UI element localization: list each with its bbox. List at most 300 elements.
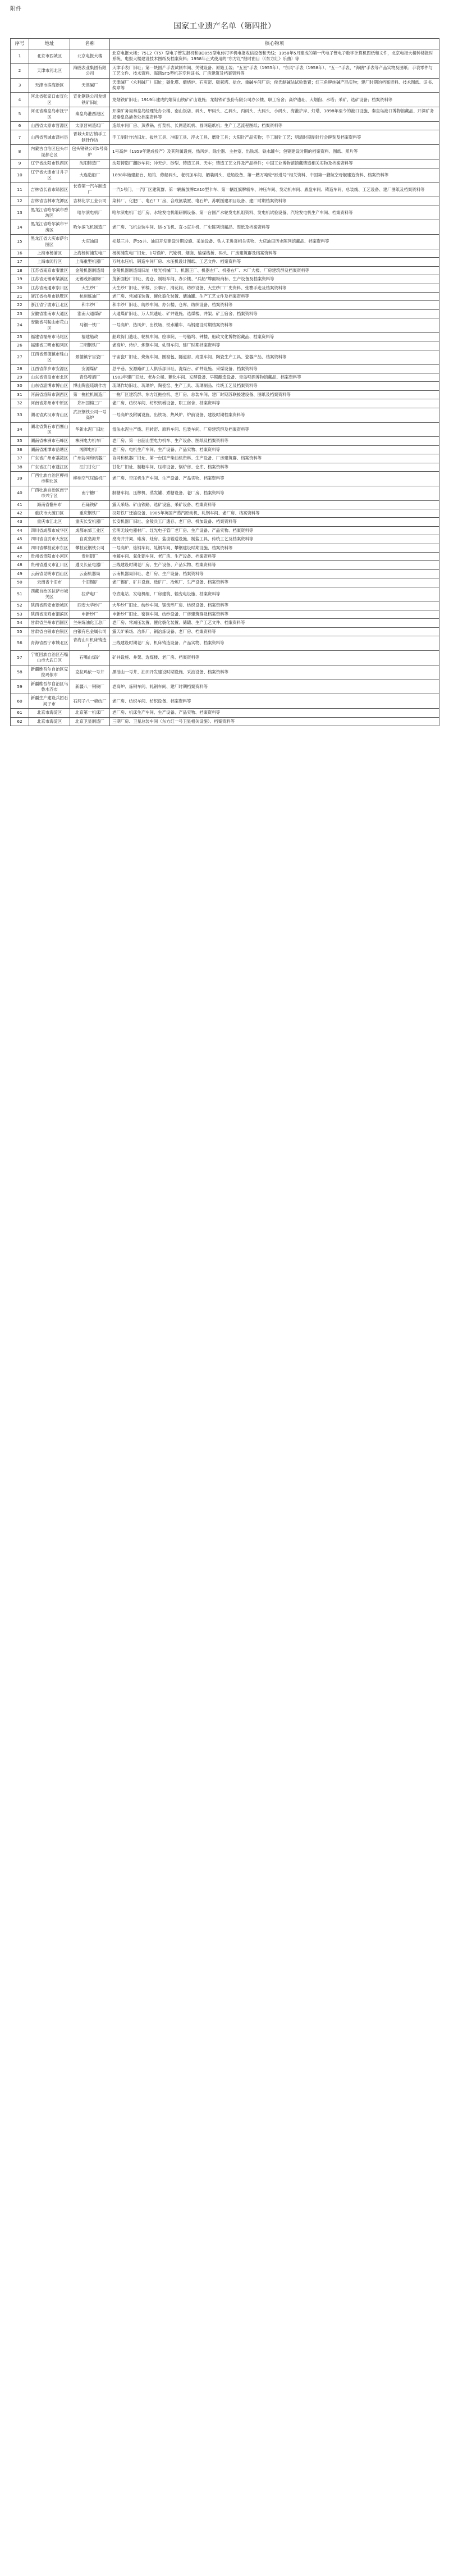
row-core-items: 总平巷、安源路矿工人俱乐部旧址、洗煤台、矿井设施、采煤设备、档案资料等: [110, 364, 439, 373]
row-core-items: 造纸车间厂房、蒸煮锅、打浆机、长网造纸机、圆网造纸机；生产工艺流程图纸；档案资料等: [110, 122, 439, 130]
row-location: 安徽省淮南市大通区: [29, 309, 70, 318]
row-core-items: 三期厂房、卫星总装车间（东方红一号卫星相关设施）、档案资料等: [110, 717, 439, 726]
row-name: 重庆长安机器厂: [70, 518, 110, 526]
row-seq: 44: [11, 526, 29, 535]
row-name: 成都东郊工业区: [70, 526, 110, 535]
row-core-items: 电解车间、氧化铝车间、老厂房、生产设备、档案资料等: [110, 553, 439, 561]
table-row: [11, 284, 439, 292]
row-name: 克拉玛依一号井: [70, 665, 110, 680]
row-name: 无锡茂新面粉厂: [70, 275, 110, 284]
row-name: 和丰纱厂: [70, 301, 110, 309]
row-name: 沈阳铸造厂: [70, 159, 110, 168]
table-row: [11, 249, 439, 257]
row-name: 兰州炼油化工总厂: [70, 619, 110, 627]
row-seq: 45: [11, 535, 29, 544]
row-core-items: 黑油山一号井、油田开发建设时期设施、采油设备、档案资料等: [110, 665, 439, 680]
row-location: 广东省广州市荔湾区: [29, 454, 70, 463]
row-core-items: 一汽1号门、一汽厂区建筑群、第一辆解放牌CA10型卡车、第一辆红旗牌轿车、冲压车间、发动机车间、底盘车间、铸造车间、总装线、工艺设备、建厂图纸及档案资料等: [110, 183, 439, 197]
row-name: 长春第一汽车制造厂: [70, 183, 110, 197]
table-row: [11, 293, 439, 301]
row-location: 新疆维吾尔自治区乌鲁木齐市: [29, 680, 70, 694]
row-seq: 22: [11, 301, 29, 309]
row-name: 海鸥表业集团有限公司: [70, 63, 110, 78]
row-core-items: 露天采场、矿山铁路、选矿设施、采矿设备、档案资料等: [110, 500, 439, 509]
row-seq: 60: [11, 694, 29, 709]
row-location: 湖北省黄石市西塞山区: [29, 422, 70, 437]
row-seq: 14: [11, 220, 29, 235]
row-name: 博山陶瓷琉璃作坊: [70, 382, 110, 390]
row-core-items: 老厂房、第一台韶山型电力机车、生产设备、图纸及档案资料等: [110, 437, 439, 445]
table-row: [11, 422, 439, 437]
table-row: [11, 619, 439, 627]
row-location: 上海市杨浦区: [29, 249, 70, 257]
row-core-items: 宏明无线电器材厂、红光电子管厂老厂房、生产设备、产品实物、档案资料等: [110, 526, 439, 535]
row-seq: 1: [11, 49, 29, 64]
row-name: 吉林化学工业公司: [70, 197, 110, 206]
row-seq: 62: [11, 717, 29, 726]
table-row: [11, 437, 439, 445]
table-row: [11, 526, 439, 535]
table-row: [11, 650, 439, 665]
row-location: 山东省青岛市市北区: [29, 373, 70, 382]
table-row: [11, 168, 439, 183]
table-row: [11, 717, 439, 726]
row-core-items: 老厂房、机床生产车间、生产设备、产品实物、档案资料等: [110, 709, 439, 717]
row-location: 北京市海淀区: [29, 717, 70, 726]
heritage-table: [10, 38, 439, 726]
row-core-items: 和丰纱厂旧址、纺纱车间、办公楼、仓库、纺织设备、档案资料等: [110, 301, 439, 309]
row-location: 内蒙古自治区包头市昆都仑区: [29, 145, 70, 159]
row-seq: 55: [11, 627, 29, 636]
row-location: 北京市西城区: [29, 49, 70, 64]
column-header-core-items: 核心物项: [110, 39, 439, 49]
row-core-items: 杨树浦发电厂旧址、1号锅炉、汽轮机、烟囱、输煤栈桥、码头、厂房建筑群及档案资料等: [110, 249, 439, 257]
row-location: 黑龙江省哈尔滨市香坊区: [29, 206, 70, 220]
column-header-name: 名称: [70, 39, 110, 49]
table-row: [11, 518, 439, 526]
row-name: 拉萨电厂: [70, 587, 110, 601]
row-location: 广东省江门市蓬江区: [29, 463, 70, 471]
table-row: [11, 544, 439, 552]
row-core-items: 老厂房、空压机生产车间、生产设备、产品实物、档案资料等: [110, 471, 439, 486]
row-location: 贵州省贵阳市小河区: [29, 553, 70, 561]
row-name: 上海重型机器厂: [70, 258, 110, 266]
row-name: 大生纱厂: [70, 284, 110, 292]
row-name: 景德镇宇宙瓷厂: [70, 350, 110, 364]
table-row: [11, 500, 439, 509]
table-row: [11, 258, 439, 266]
row-core-items: 制糖车间、压榨机、蒸发罐、煮糖设备、老厂房、档案资料等: [110, 486, 439, 500]
row-core-items: 染料厂、化肥厂、电石厂厂房、合成氨装置、电石炉、苏联援建项目设备、建厂时期档案资料等: [110, 197, 439, 206]
row-core-items: 老厂房、常减压装置、催化裂化装置、储罐、生产工艺文件、档案资料等: [110, 619, 439, 627]
row-seq: 29: [11, 373, 29, 382]
row-seq: 5: [11, 107, 29, 122]
table-row: [11, 122, 439, 130]
row-name: 包头钢铁公司1号高炉: [70, 145, 110, 159]
row-location: 新疆生产建设兵团石河子市: [29, 694, 70, 709]
table-row: [11, 341, 439, 350]
row-core-items: 协同和机器厂旧址、第一台国产柴油机资料、生产设备、厂房建筑群、档案资料等: [110, 454, 439, 463]
row-location: 山西省晋城市泽州县: [29, 130, 70, 145]
row-location: 陕西省宝鸡市渭滨区: [29, 610, 70, 618]
row-seq: 17: [11, 258, 29, 266]
row-name: 石嘴山煤矿: [70, 650, 110, 665]
row-seq: 19: [11, 275, 29, 284]
row-name: 云南机器局: [70, 569, 110, 578]
table-row: [11, 93, 439, 107]
row-name: 青岛啤酒厂: [70, 373, 110, 382]
row-core-items: 开滦矿务局秦皇岛经理处办公楼、南山饭店、码头、甲码头、乙码头、丙码头、大码头、小码头、海港护岸、灯塔、1898年至今的港口设施、秦皇岛港口博物馆藏品、开滦矿务局秦皇岛港务处档案资料等: [110, 107, 439, 122]
row-seq: 15: [11, 235, 29, 249]
table-row: [11, 107, 439, 122]
table-row: [11, 463, 439, 471]
row-name: 晋城大阳古镇手工制针作坊: [70, 130, 110, 145]
row-core-items: 茂新面粉厂旧址、麦仓、制粉车间、办公楼、“兵船”牌面粉商标、生产设备及档案资料等: [110, 275, 439, 284]
row-location: 甘肃省白银市白银区: [29, 627, 70, 636]
column-header-location: 地址: [29, 39, 70, 49]
row-seq: 52: [11, 601, 29, 610]
row-seq: 32: [11, 399, 29, 408]
row-core-items: 哈尔滨电机厂老厂房、水轮发电机组研制设备、第一台国产水轮发电机组资料、发电机试验设备、汽轮发电机生产车间、档案资料等: [110, 206, 439, 220]
row-core-items: 长安机器厂旧址、金陵兵工厂遗存、老厂房、机加设备、档案资料等: [110, 518, 439, 526]
row-core-items: 一号高炉及附属设施、出铁场、热风炉、炉前设备、建设时期档案资料等: [110, 408, 439, 422]
table-row: [11, 197, 439, 206]
row-name: 三明钢铁厂: [70, 341, 110, 350]
table-row: [11, 350, 439, 364]
row-location: 重庆市江北区: [29, 518, 70, 526]
row-core-items: 北京电报大楼；7512（T5）型电子管发报机和BD055型电传打字机电报收信设备和天线；1958年5月建成的第一代电子管电子数字计算机图纸和文件，北京电报大楼钟楼报时系统，电报大楼建设技术图纸及档案资料；1958年正式使用的“东方红”报时曲目（《东方红》乐曲）等: [110, 49, 439, 64]
table-row: [11, 399, 439, 408]
row-core-items: 天津碱厂（永利碱厂）旧址；碳化塔、煅烧炉、石灰窑、吸氨塔、盐仓、重碱车间厂房；侯氏制碱法试验装置；红三角牌纯碱产品实物；建厂时期的档案资料、技术图纸、证书、奖章等: [110, 78, 439, 93]
row-core-items: 宇宙瓷厂旧址、烧炼车间、圆窑包、隧道窑、成型车间、陶瓷生产工具、瓷器产品、档案资料等: [110, 350, 439, 364]
table-row: [11, 309, 439, 318]
row-name: 大庆油田: [70, 235, 110, 249]
row-name: 新疆八一钢铁厂: [70, 680, 110, 694]
table-row: [11, 183, 439, 197]
row-location: 江苏省无锡市梁溪区: [29, 275, 70, 284]
row-location: 黑龙江省哈尔滨市平房区: [29, 220, 70, 235]
row-location: 江苏省南京市秦淮区: [29, 266, 70, 275]
row-seq: 25: [11, 333, 29, 341]
row-seq: 41: [11, 500, 29, 509]
row-seq: 50: [11, 578, 29, 587]
row-location: 天津市河北区: [29, 63, 70, 78]
row-seq: 26: [11, 341, 29, 350]
table-row: [11, 235, 439, 249]
row-location: 甘肃省兰州市西固区: [29, 619, 70, 627]
row-name: 北京卫星制造厂: [70, 717, 110, 726]
row-seq: 16: [11, 249, 29, 257]
row-core-items: 大华纱厂旧址、纺纱车间、锯齿形厂房、纺织设备、档案资料等: [110, 601, 439, 610]
row-core-items: 三线建设时期老厂房、生产设备、产品实物、档案资料等: [110, 561, 439, 569]
row-core-items: 云南机器局旧址、老厂房、生产设备、档案资料等: [110, 569, 439, 578]
row-core-items: 夺底电站、发电机组、厂房建筑、输变电设施、档案资料等: [110, 587, 439, 601]
row-name: 武汉钢铁公司一号高炉: [70, 408, 110, 422]
row-name: 石碌铁矿: [70, 500, 110, 509]
row-seq: 43: [11, 518, 29, 526]
row-seq: 34: [11, 422, 29, 437]
row-seq: 54: [11, 619, 29, 627]
table-row: [11, 266, 439, 275]
row-core-items: 1898年始建船台、船坞、修船码头、老机加车间、舾装码头、造船设备、第一艘万吨轮“跃进号”相关资料、中国第一艘航空母舰建造资料、档案资料等: [110, 168, 439, 183]
row-location: 吉林省长春市绿园区: [29, 183, 70, 197]
row-seq: 6: [11, 122, 29, 130]
row-name: 攀枝花钢铁公司: [70, 544, 110, 552]
row-seq: 3: [11, 78, 29, 93]
row-core-items: 一号高炉、炼钢车间、轧钢车间、攀钢建设时期设施、档案资料等: [110, 544, 439, 552]
table-row: [11, 665, 439, 680]
table-row: [11, 694, 439, 709]
row-name: 华新水泥厂旧址: [70, 422, 110, 437]
row-location: 广西壮族自治区南宁市兴宁区: [29, 486, 70, 500]
row-seq: 30: [11, 382, 29, 390]
row-seq: 20: [11, 284, 29, 292]
row-location: 天津市滨海新区: [29, 78, 70, 93]
row-seq: 37: [11, 454, 29, 463]
row-core-items: 大通煤矿旧址、万人坑遗址、矿井设施、选煤楼、井架、矿工宿舍、档案资料等: [110, 309, 439, 318]
row-seq: 33: [11, 408, 29, 422]
table-row: [11, 49, 439, 64]
row-core-items: 矿井设施、井架、选煤楼、老厂房、档案资料等: [110, 650, 439, 665]
row-seq: 11: [11, 183, 29, 197]
row-core-items: 手工制针作坊旧址、拔丝工具、冲眼工具、淬火工具、磨针工具；大阳针产品实物；手工制针工艺；明清时期制针行会碑刻及档案资料等: [110, 130, 439, 145]
column-header-seq: 序号: [11, 39, 29, 49]
table-row: [11, 130, 439, 145]
row-location: 河南省洛阳市涧西区: [29, 390, 70, 399]
row-seq: 12: [11, 197, 29, 206]
row-seq: 35: [11, 437, 29, 445]
row-name: 青海山川机床铸造厂: [70, 636, 110, 651]
row-core-items: 老厂房、飞机总装车间、运-5飞机、直-5直升机、厂史陈列馆藏品、图纸及档案资料等: [110, 220, 439, 235]
row-name: 哈尔滨电机厂: [70, 206, 110, 220]
table-row: [11, 63, 439, 78]
row-location: 湖南省株洲市石峰区: [29, 437, 70, 445]
document-page: [0, 0, 449, 734]
row-core-items: 湿法水泥生产线、回转窑、原料车间、包装车间、厂房建筑群及档案资料等: [110, 422, 439, 437]
row-name: 北京电报大楼: [70, 49, 110, 64]
row-core-items: 沈阳铸造厂翻砂车间；冲天炉、砂型、铸造工具、天车；铸造工艺文件及产品样件；中国工业博物馆馆藏铸造相关实物及档案资料等: [110, 159, 439, 168]
table-row: [11, 318, 439, 333]
row-location: 辽宁省大连市甘井子区: [29, 168, 70, 183]
row-seq: 40: [11, 486, 29, 500]
row-location: 辽宁省沈阳市铁西区: [29, 159, 70, 168]
row-location: 重庆市大渡口区: [29, 509, 70, 517]
table-row: [11, 709, 439, 717]
table-row: [11, 275, 439, 284]
row-name: 安源煤矿: [70, 364, 110, 373]
row-location: 广西壮族自治区柳州市柳北区: [29, 471, 70, 486]
table-row: [11, 680, 439, 694]
row-seq: 28: [11, 364, 29, 373]
table-row: [11, 561, 439, 569]
row-seq: 39: [11, 471, 29, 486]
table-row: [11, 578, 439, 587]
table-row: [11, 145, 439, 159]
row-name: 南宁糖厂: [70, 486, 110, 500]
row-location: 陕西省西安市新城区: [29, 601, 70, 610]
row-location: 山西省太原市晋源区: [29, 122, 70, 130]
row-name: 石河子八一棉纺厂: [70, 694, 110, 709]
row-location: 海南省儋州市: [29, 500, 70, 509]
table-row: [11, 535, 439, 544]
row-seq: 24: [11, 318, 29, 333]
row-seq: 61: [11, 709, 29, 717]
table-row: [11, 553, 439, 561]
table-row: [11, 601, 439, 610]
row-name: 西安大华纱厂: [70, 601, 110, 610]
row-core-items: 甘化厂旧址、制糖车间、压榨设备、锅炉房、仓库、档案资料等: [110, 463, 439, 471]
row-name: 太原晋祠造纸厂: [70, 122, 110, 130]
row-core-items: 万吨水压机、锻造车间厂房、水压机设计图纸、工艺文件、档案资料等: [110, 258, 439, 266]
row-seq: 7: [11, 130, 29, 145]
table-row: [11, 408, 439, 422]
row-name: 个旧锡矿: [70, 578, 110, 587]
row-name: 湘潭电机厂: [70, 445, 110, 454]
row-seq: 31: [11, 390, 29, 399]
row-location: 山东省淄博市博山区: [29, 382, 70, 390]
row-name: 北京第一机床厂: [70, 709, 110, 717]
row-name: 上海杨树浦发电厂: [70, 249, 110, 257]
table-row: [11, 445, 439, 454]
row-location: 河北省秦皇岛市抚宁区: [29, 107, 70, 122]
row-seq: 18: [11, 266, 29, 275]
table-row: [11, 390, 439, 399]
row-location: 青海省西宁市城北区: [29, 636, 70, 651]
table-row: [11, 220, 439, 235]
row-location: 四川省成都市成华区: [29, 526, 70, 535]
row-seq: 58: [11, 665, 29, 680]
document-title: 国家工业遗产名单（第四批）: [173, 22, 276, 31]
row-location: 安徽省马鞍山市花山区: [29, 318, 70, 333]
row-seq: 49: [11, 569, 29, 578]
row-core-items: 老厂房、纺织车间、纺织机械设备、职工宿舍、档案资料等: [110, 399, 439, 408]
row-seq: 27: [11, 350, 29, 364]
row-location: 四川省自贡市大安区: [29, 535, 70, 544]
row-name: 宣化钢铁公司龙烟铁矿旧址: [70, 93, 110, 107]
row-name: 郑州国棉三厂: [70, 399, 110, 408]
row-name: 遵义长征电器厂: [70, 561, 110, 569]
table-row: [11, 333, 439, 341]
row-location: 西藏自治区拉萨市城关区: [29, 587, 70, 601]
row-seq: 36: [11, 445, 29, 454]
row-location: 河南省郑州市中原区: [29, 399, 70, 408]
row-name: 马钢一铁厂: [70, 318, 110, 333]
table-row: [11, 587, 439, 601]
row-location: 云南省个旧市: [29, 578, 70, 587]
row-location: 浙江省宁波市江北区: [29, 301, 70, 309]
row-location: 北京市海淀区: [29, 709, 70, 717]
row-seq: 23: [11, 309, 29, 318]
table-row: [11, 364, 439, 373]
row-seq: 59: [11, 680, 29, 694]
row-core-items: 老厂房、纺织车间、纺织设备、档案资料等: [110, 694, 439, 709]
row-name: 天津碱厂: [70, 78, 110, 93]
row-location: 宁夏回族自治区石嘴山市大武口区: [29, 650, 70, 665]
row-core-items: 老厂房、电机生产车间、生产设备、产品实物、档案资料等: [110, 445, 439, 454]
row-core-items: 大生纱厂旧址、钟楼、公事厅、清花间、纺纱设备、大生纱厂厂史资料、张謇手迹及档案资料等: [110, 284, 439, 292]
row-name: 江门甘化厂: [70, 463, 110, 471]
row-seq: 10: [11, 168, 29, 183]
row-location: 江西省萍乡市安源区: [29, 364, 70, 373]
row-name: 杭州炼油厂: [70, 293, 110, 301]
row-core-items: 金陵机器制造局旧址（晨光机械厂）、机器正厂、机器左厂、机器右厂、木厂大楼、厂房建筑群及档案资料等: [110, 266, 439, 275]
row-location: 贵州省遵义市汇川区: [29, 561, 70, 569]
row-location: 江苏省南通市崇川区: [29, 284, 70, 292]
row-name: 柳州空气压缩机厂: [70, 471, 110, 486]
row-name: 重庆钢铁厂: [70, 509, 110, 517]
row-seq: 13: [11, 206, 29, 220]
row-location: 河北省张家口市宣化区: [29, 93, 70, 107]
row-name: 株洲电力机车厂: [70, 437, 110, 445]
row-location: 黑龙江省大庆市萨尔图区: [29, 235, 70, 249]
row-location: 吉林省吉林市龙潭区: [29, 197, 70, 206]
row-name: 大连造船厂: [70, 168, 110, 183]
table-row: [11, 610, 439, 618]
table-row: [11, 301, 439, 309]
row-core-items: 1号高炉（1959年建成投产）及其附属设施、热风炉、除尘器、主控室、出铁场、铁水罐车；包钢建设时期的档案资料、图纸、照片等: [110, 145, 439, 159]
row-core-items: 天津手表厂旧址；第一块国产手表试制车间、关键设备、原始工装；“五星”手表（1955年）、“东风”手表（1958年）、“五一”手表、“海鸥”手表等产品实物及图纸；手表零件与工艺文件、技术资料、海鸥ST5型机芯专利证书、厂房建筑及档案资料等: [110, 63, 439, 78]
row-core-items: 船政衙门遗址、轮机车间、绘事院、一号船坞、钟楼、船政文化博物馆藏品、档案资料等: [110, 333, 439, 341]
row-name: 金陵机器制造局: [70, 266, 110, 275]
row-name: 哈尔滨飞机制造厂: [70, 220, 110, 235]
table-row: [11, 569, 439, 578]
table-row: [11, 454, 439, 463]
row-seq: 57: [11, 650, 29, 665]
row-core-items: 老高炉、转炉、炼钢车间、轧钢车间、建厂时期档案资料等: [110, 341, 439, 350]
table-row: [11, 78, 439, 93]
row-location: 浙江省杭州市拱墅区: [29, 293, 70, 301]
row-seq: 46: [11, 544, 29, 552]
table-body: [11, 49, 439, 726]
row-core-items: 老厂锡矿、矿井设施、选矿厂、冶炼厂、生产设备、档案资料等: [110, 578, 439, 587]
row-name: 白银有色金属公司: [70, 627, 110, 636]
row-location: 云南省昆明市西山区: [29, 569, 70, 578]
row-core-items: 申新纱厂旧址、窑洞车间、纺纱设备、厂房建筑群及档案资料等: [110, 610, 439, 618]
row-name: 福建船政: [70, 333, 110, 341]
row-seq: 42: [11, 509, 29, 517]
row-core-items: 汉阳铁厂迁渝设备、1905年英国产蒸汽原动机、轧钢车间、老厂房、档案资料等: [110, 509, 439, 517]
row-core-items: 琉璃作坊旧址、琉璃炉、陶瓷窑、生产工具、琉璃制品、传统工艺及档案资料等: [110, 382, 439, 390]
row-core-items: 一号高炉、热风炉、出铁场、铁水罐车、马钢建设时期档案资料等: [110, 318, 439, 333]
row-core-items: 三线建设时期老厂房、机床铸造设备、产品实物、档案资料等: [110, 636, 439, 651]
table-row: [11, 159, 439, 168]
table-row: [11, 509, 439, 517]
row-location: 湖北省武汉市青山区: [29, 408, 70, 422]
row-location: 四川省攀枝花市东区: [29, 544, 70, 552]
row-seq: 21: [11, 293, 29, 301]
table-row: [11, 382, 439, 390]
table-row: [11, 636, 439, 651]
row-name: 贵州铝厂: [70, 553, 110, 561]
annex-label: 附件: [10, 6, 21, 12]
row-seq: 38: [11, 463, 29, 471]
row-name: 第一拖拉机制造厂: [70, 390, 110, 399]
row-seq: 48: [11, 561, 29, 569]
row-core-items: 一拖厂区建筑群、东方红拖拉机、老厂房、总装车间、建厂时期苏联援建设备、图纸及档案资料等: [110, 390, 439, 399]
row-name: 申新纱厂: [70, 610, 110, 618]
row-core-items: 燊海井井架、碓房、灶房、盐卤输送设施、制盐工具、传统工艺及档案资料等: [110, 535, 439, 544]
row-core-items: 露天矿采场、冶炼厂、铜冶炼设备、老厂房、档案资料等: [110, 627, 439, 636]
row-name: 广州协同和机器厂: [70, 454, 110, 463]
row-name: 淮南大通煤矿: [70, 309, 110, 318]
row-location: 福建省福州市马尾区: [29, 333, 70, 341]
row-seq: 51: [11, 587, 29, 601]
row-seq: 53: [11, 610, 29, 618]
row-location: 上海市闵行区: [29, 258, 70, 266]
row-seq: 56: [11, 636, 29, 651]
row-seq: 47: [11, 553, 29, 561]
row-core-items: 1903年建厂旧址、老办公楼、糖化车间、发酵设备、早期酿造设备、青岛啤酒博物馆藏品、档案资料等: [110, 373, 439, 382]
